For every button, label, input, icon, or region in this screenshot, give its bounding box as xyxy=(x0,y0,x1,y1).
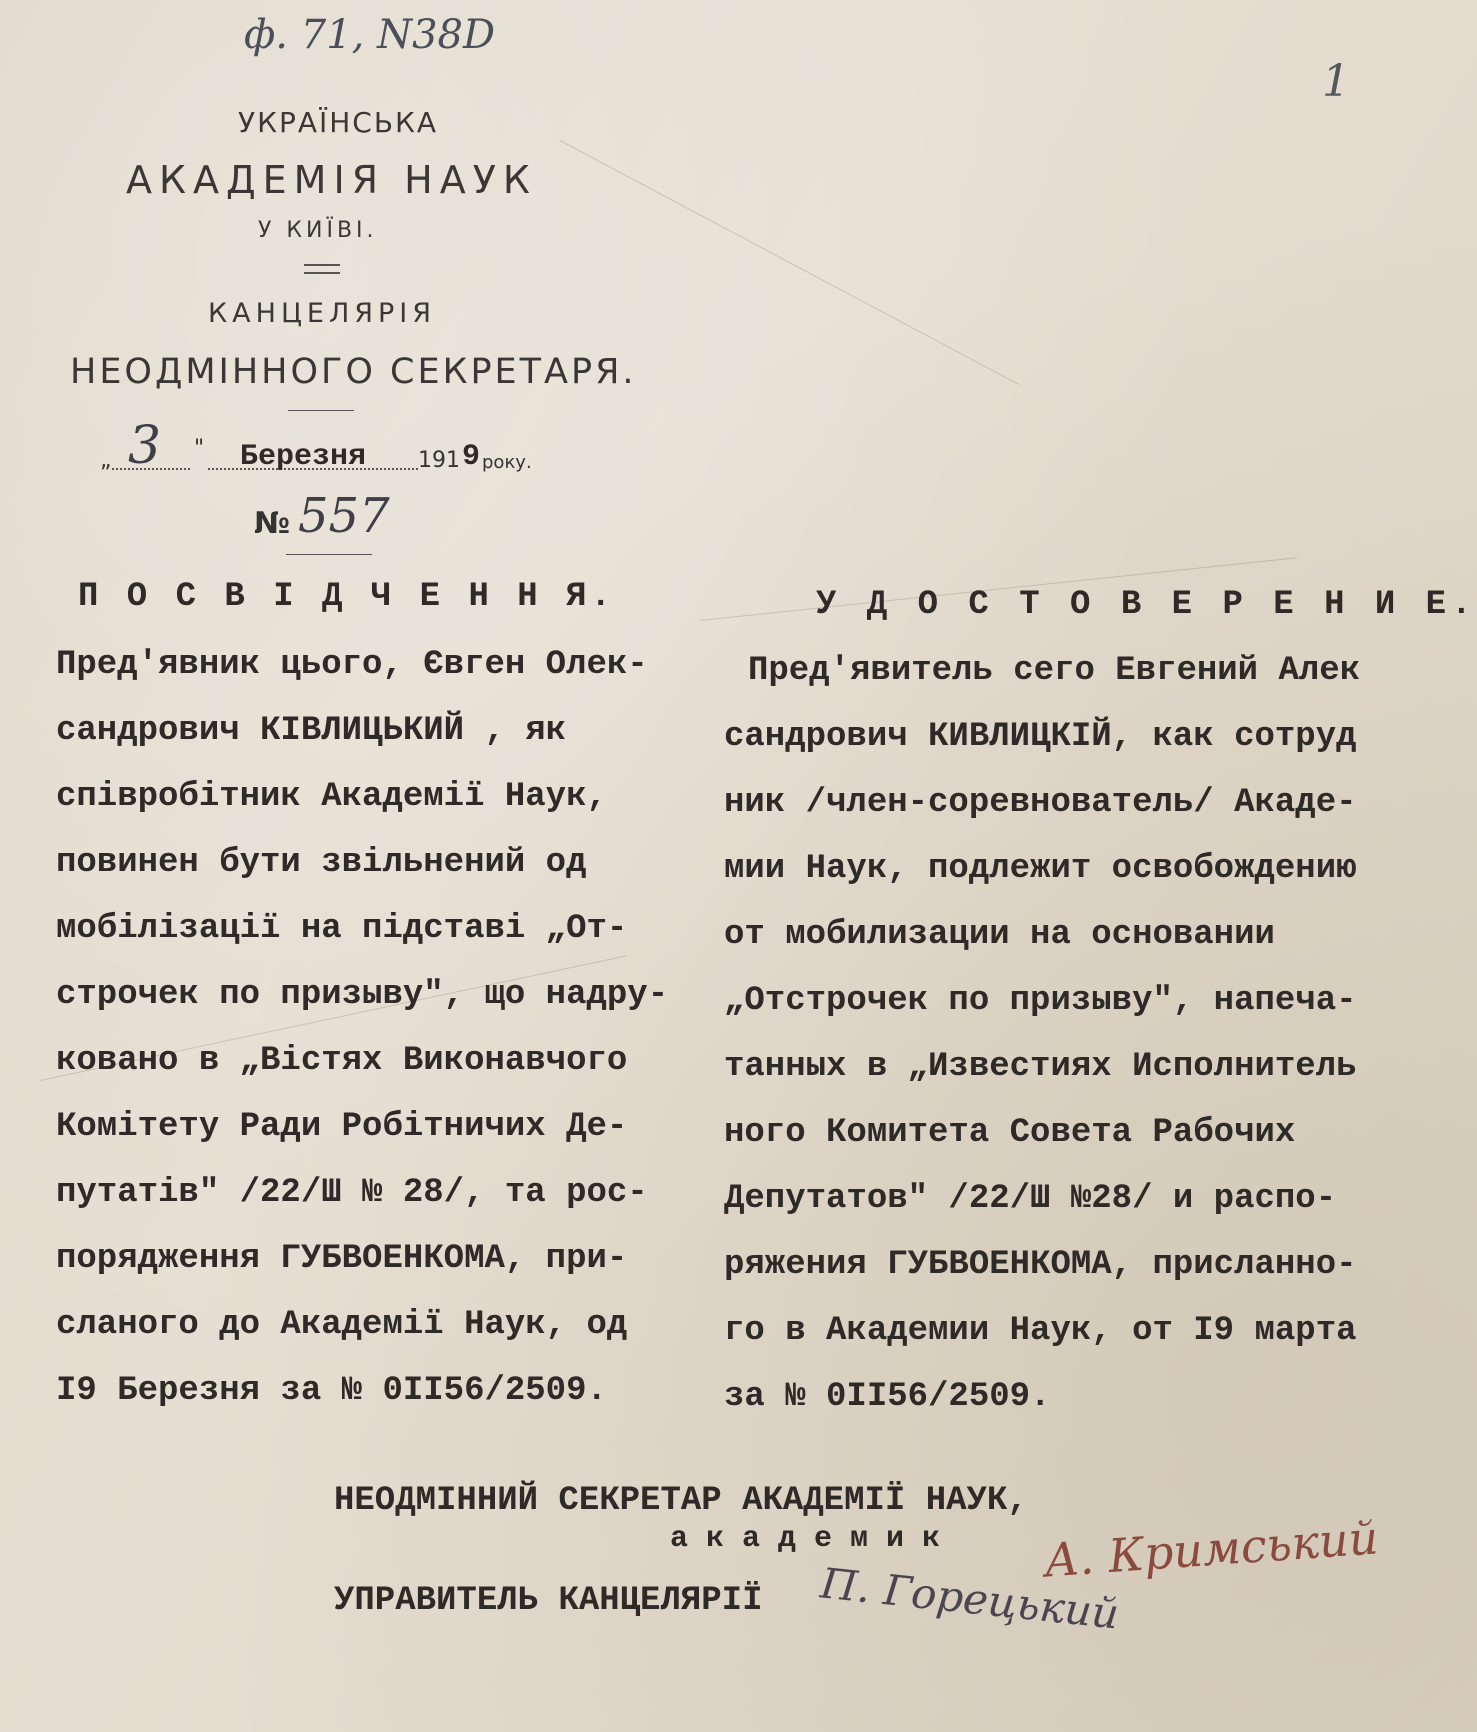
date-year-prefix: 191 xyxy=(418,448,460,473)
letterhead-line: НЕОДМІННОГО СЕКРЕТАРЯ. xyxy=(70,352,637,392)
number-label: № xyxy=(254,506,291,541)
manager-signature: П. Горецький xyxy=(818,1558,1122,1639)
russian-line: Пред'явитель сего Евгений Алек xyxy=(748,652,1361,690)
russian-line: от мобилизации на основании xyxy=(724,916,1275,954)
letterhead-city: У КИЇВІ. xyxy=(258,218,378,243)
letterhead-line: УКРАЇНСЬКА xyxy=(238,106,439,139)
ukrainian-line: ковано в „Вістях Виконавчого xyxy=(56,1042,628,1080)
ukrainian-line: співробітник Академії Наук, xyxy=(56,778,607,816)
date-quote: " xyxy=(194,436,205,461)
russian-line: Депутатов" /22/Ш №28/ и распо- xyxy=(724,1180,1337,1218)
russian-title: У Д О С Т О В Е Р Е Н И Е. xyxy=(816,586,1477,624)
date-year-suffix: року. xyxy=(482,452,532,473)
secretary-title: НЕОДМІННИЙ СЕКРЕТАР АКАДЕМІЇ НАУК, xyxy=(334,1482,1028,1520)
paper-crease xyxy=(560,140,1020,385)
russian-line: за № 0II56/2509. xyxy=(724,1378,1051,1416)
date-day: 3 xyxy=(128,416,162,476)
russian-line: ряжения ГУБВОЕНКОМА, присланно- xyxy=(724,1246,1357,1284)
ukrainian-line: сланого до Академії Наук, од xyxy=(56,1306,628,1344)
ukrainian-line: порядження ГУБВОЕНКОМА, при- xyxy=(56,1240,628,1278)
russian-line: танных в „Известиях Исполнитель xyxy=(724,1048,1357,1086)
letterhead-title: АКАДЕМІЯ НАУК xyxy=(126,158,537,202)
number-underline xyxy=(286,554,372,555)
russian-line: сандрович КИВЛИЦКІЙ, как сотруд xyxy=(724,718,1357,756)
ukrainian-line: путатів" /22/Ш № 28/, та рос- xyxy=(56,1174,648,1212)
secretary-rank: а к а д е м и к xyxy=(670,1522,941,1556)
ukrainian-line: строчек по призыву", що надру- xyxy=(56,976,669,1014)
manager-title: УПРАВИТЕЛЬ КАНЦЕЛЯРІЇ xyxy=(334,1582,763,1620)
letterhead-divider xyxy=(304,272,340,274)
ukrainian-line: мобілізації на підставі „От- xyxy=(56,910,628,948)
russian-line: ник /член-соревнователь/ Акаде- xyxy=(724,784,1357,822)
date-year-digit: 9 xyxy=(462,440,481,474)
ukrainian-title: П О С В І Д Ч Е Н Н Я. xyxy=(78,578,615,616)
archive-reference: ф. 71, N38D xyxy=(244,12,496,58)
letterhead-divider xyxy=(304,264,340,266)
ukrainian-line: Комітету Ради Робітничих Де- xyxy=(56,1108,628,1146)
ukrainian-line: сандрович КІВЛИЦЬКИЙ , як xyxy=(56,712,567,750)
russian-line: „Отстрочек по призыву", напеча- xyxy=(724,982,1357,1020)
ukrainian-line: I9 Березня за № 0II56/2509. xyxy=(56,1372,607,1410)
ukrainian-line: Пред'явник цього, Євген Олек- xyxy=(56,646,648,684)
russian-line: мии Наук, подлежит освобождению xyxy=(724,850,1357,888)
russian-line: ного Комитета Совета Рабочих xyxy=(724,1114,1296,1152)
letterhead-line: КАНЦЕЛЯРІЯ xyxy=(208,298,437,329)
ukrainian-line: повинен бути звільнений од xyxy=(56,844,587,882)
page-number: 1 xyxy=(1322,56,1350,107)
russian-line: го в Академии Наук, от I9 марта xyxy=(724,1312,1357,1350)
date-month: Березня xyxy=(240,440,367,474)
date-quote: „ xyxy=(100,448,112,473)
number-value: 557 xyxy=(298,488,390,544)
secretary-signature: А. Кримський xyxy=(1042,1510,1380,1588)
letterhead-divider xyxy=(288,410,354,411)
